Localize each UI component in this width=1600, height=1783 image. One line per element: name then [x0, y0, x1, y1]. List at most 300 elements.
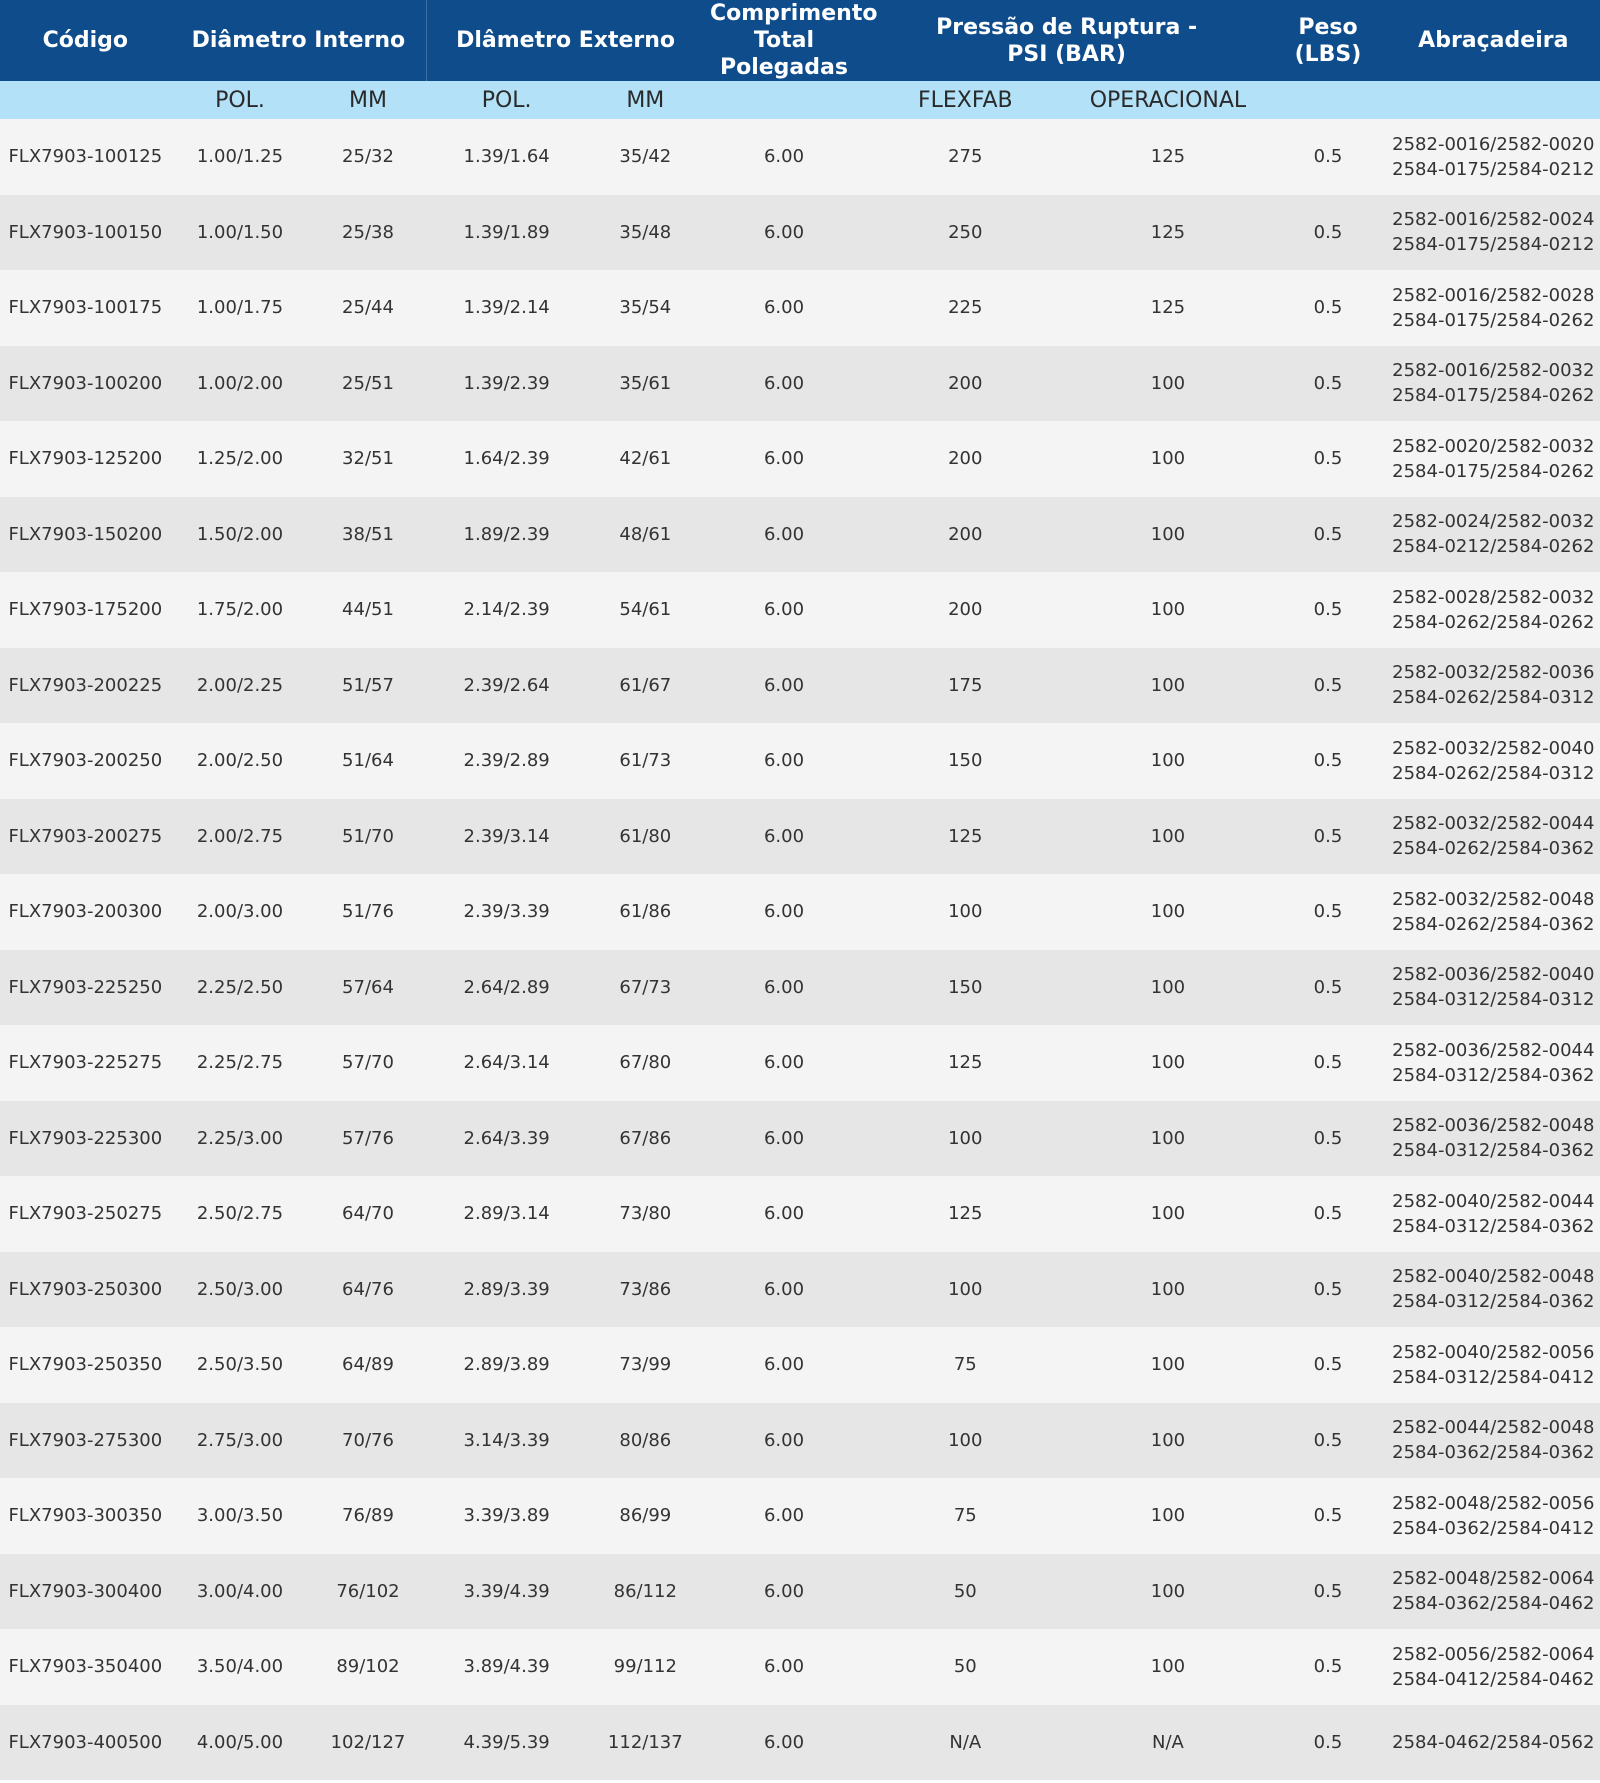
cell-operacional: 100	[1067, 1252, 1270, 1328]
cell-di-mm: 89/102	[309, 1629, 426, 1705]
cell-flexfab: 125	[864, 1176, 1067, 1252]
table-row	[0, 950, 1600, 1026]
cell-abracadeira	[1387, 1705, 1600, 1781]
table-row	[0, 1327, 1600, 1403]
cell-de-pol: 2.64/2.89	[427, 950, 587, 1026]
abracadeira-line2: 2584-0262/2584-0362	[1392, 838, 1595, 860]
abracadeira-line1: 2582-0016/2582-0020	[1392, 133, 1595, 155]
cell-operacional: 125	[1067, 270, 1270, 346]
cell-de-mm: 73/99	[587, 1327, 704, 1403]
cell-di-pol: 3.50/4.00	[171, 1629, 310, 1705]
cell-abracadeira	[1387, 1478, 1600, 1554]
table-row	[0, 270, 1600, 346]
cell-peso: 0.5	[1269, 1629, 1386, 1705]
cell-peso: 0.5	[1269, 1025, 1386, 1101]
cell-de-mm: 35/61	[587, 346, 704, 422]
cell-di-pol: 2.25/2.75	[171, 1025, 310, 1101]
abracadeira-line1: 2582-0024/2582-0032	[1392, 511, 1595, 533]
header-diametro-interno: Diâmetro Interno	[171, 0, 427, 81]
abracadeira-line1: 2582-0056/2582-0064	[1392, 1643, 1595, 1665]
cell-operacional: 100	[1067, 1478, 1270, 1554]
cell-di-pol: 2.00/2.50	[171, 723, 310, 799]
cell-di-mm: 57/64	[309, 950, 426, 1026]
header-pressao-line1: Pressão de Ruptura -	[936, 14, 1198, 40]
cell-di-mm: 25/32	[309, 119, 426, 195]
cell-peso: 0.5	[1269, 1252, 1386, 1328]
subheader-empty-codigo	[0, 81, 171, 119]
cell-di-mm: 51/76	[309, 874, 426, 950]
cell-abracadeira	[1387, 723, 1600, 799]
cell-codigo: FLX7903-250275	[0, 1176, 171, 1252]
cell-peso: 0.5	[1269, 1705, 1386, 1781]
table-body	[0, 119, 1600, 1780]
cell-di-mm: 57/70	[309, 1025, 426, 1101]
subheader-di-mm: MM	[309, 81, 426, 119]
cell-de-pol: 2.39/3.39	[427, 874, 587, 950]
cell-comprimento: 6.00	[704, 421, 864, 497]
abracadeira-line2: 2584-0362/2584-0462	[1392, 1593, 1595, 1615]
cell-comprimento: 6.00	[704, 950, 864, 1026]
cell-di-mm: 44/51	[309, 572, 426, 648]
cell-di-pol: 2.00/3.00	[171, 874, 310, 950]
table-row	[0, 723, 1600, 799]
cell-codigo: FLX7903-400500	[0, 1705, 171, 1781]
table-row	[0, 421, 1600, 497]
abracadeira-line1: 2584-0462/2584-0562	[1392, 1731, 1595, 1753]
cell-de-mm: 67/86	[587, 1101, 704, 1177]
table-row	[0, 195, 1600, 271]
cell-comprimento: 6.00	[704, 572, 864, 648]
cell-abracadeira	[1387, 497, 1600, 573]
abracadeira-line1: 2582-0048/2582-0064	[1392, 1568, 1595, 1590]
cell-di-mm: 102/127	[309, 1705, 426, 1781]
cell-operacional: 100	[1067, 1629, 1270, 1705]
cell-de-pol: 2.39/3.14	[427, 799, 587, 875]
table-row	[0, 1101, 1600, 1177]
cell-de-mm: 35/54	[587, 270, 704, 346]
cell-comprimento: 6.00	[704, 1554, 864, 1630]
cell-flexfab: 100	[864, 1252, 1067, 1328]
cell-peso: 0.5	[1269, 1327, 1386, 1403]
cell-di-mm: 64/70	[309, 1176, 426, 1252]
cell-di-mm: 51/70	[309, 799, 426, 875]
cell-comprimento: 6.00	[704, 723, 864, 799]
cell-de-pol: 1.89/2.39	[427, 497, 587, 573]
cell-comprimento: 6.00	[704, 497, 864, 573]
cell-codigo: FLX7903-200300	[0, 874, 171, 950]
abracadeira-line1: 2582-0036/2582-0048	[1392, 1115, 1595, 1137]
cell-abracadeira	[1387, 1025, 1600, 1101]
header-diametro-externo: Dlâmetro Externo	[427, 0, 704, 81]
cell-di-pol: 2.00/2.75	[171, 799, 310, 875]
subheader-operacional: OPERACIONAL	[1067, 81, 1270, 119]
abracadeira-line1: 2582-0016/2582-0024	[1392, 209, 1595, 231]
cell-peso: 0.5	[1269, 421, 1386, 497]
cell-abracadeira	[1387, 648, 1600, 724]
cell-flexfab: 200	[864, 497, 1067, 573]
subheader-de-mm: MM	[587, 81, 704, 119]
cell-abracadeira	[1387, 874, 1600, 950]
cell-operacional: 100	[1067, 497, 1270, 573]
cell-flexfab: 150	[864, 950, 1067, 1026]
cell-de-pol: 2.14/2.39	[427, 572, 587, 648]
cell-peso: 0.5	[1269, 572, 1386, 648]
abracadeira-line2: 2584-0412/2584-0462	[1392, 1668, 1595, 1690]
subheader-row	[0, 81, 1600, 119]
table-row	[0, 1252, 1600, 1328]
cell-di-pol: 1.25/2.00	[171, 421, 310, 497]
abracadeira-line2: 2584-0362/2584-0412	[1392, 1517, 1595, 1539]
cell-peso: 0.5	[1269, 874, 1386, 950]
abracadeira-line1: 2582-0032/2582-0036	[1392, 662, 1595, 684]
abracadeira-line2: 2584-0362/2584-0362	[1392, 1442, 1595, 1464]
cell-de-mm: 35/48	[587, 195, 704, 271]
cell-di-pol: 1.00/2.00	[171, 346, 310, 422]
cell-di-mm: 70/76	[309, 1403, 426, 1479]
table-row	[0, 1705, 1600, 1781]
cell-comprimento: 6.00	[704, 1403, 864, 1479]
cell-comprimento: 6.00	[704, 1327, 864, 1403]
abracadeira-line2: 2584-0312/2584-0362	[1392, 1215, 1595, 1237]
abracadeira-line1: 2582-0044/2582-0048	[1392, 1417, 1595, 1439]
table-row	[0, 1554, 1600, 1630]
cell-abracadeira	[1387, 950, 1600, 1026]
cell-codigo: FLX7903-100150	[0, 195, 171, 271]
cell-codigo: FLX7903-100125	[0, 119, 171, 195]
cell-de-pol: 2.89/3.39	[427, 1252, 587, 1328]
table-row	[0, 648, 1600, 724]
cell-di-mm: 51/57	[309, 648, 426, 724]
cell-operacional: 100	[1067, 1101, 1270, 1177]
cell-de-mm: 73/80	[587, 1176, 704, 1252]
cell-codigo: FLX7903-275300	[0, 1403, 171, 1479]
cell-di-pol: 1.00/1.75	[171, 270, 310, 346]
cell-de-pol: 1.39/2.14	[427, 270, 587, 346]
cell-codigo: FLX7903-100200	[0, 346, 171, 422]
cell-peso: 0.5	[1269, 799, 1386, 875]
cell-comprimento: 6.00	[704, 1478, 864, 1554]
cell-de-mm: 61/86	[587, 874, 704, 950]
cell-operacional: 100	[1067, 950, 1270, 1026]
cell-de-mm: 42/61	[587, 421, 704, 497]
table-row	[0, 497, 1600, 573]
cell-di-pol: 2.25/2.50	[171, 950, 310, 1026]
cell-de-mm: 61/80	[587, 799, 704, 875]
cell-abracadeira	[1387, 195, 1600, 271]
cell-comprimento: 6.00	[704, 1252, 864, 1328]
cell-codigo: FLX7903-300400	[0, 1554, 171, 1630]
cell-peso: 0.5	[1269, 1403, 1386, 1479]
abracadeira-line1: 2582-0016/2582-0028	[1392, 284, 1595, 306]
cell-de-mm: 54/61	[587, 572, 704, 648]
abracadeira-line1: 2582-0040/2582-0056	[1392, 1341, 1595, 1363]
table-row	[0, 1403, 1600, 1479]
subheader-de-pol: POL.	[427, 81, 587, 119]
cell-de-mm: 35/42	[587, 119, 704, 195]
cell-abracadeira	[1387, 119, 1600, 195]
cell-peso: 0.5	[1269, 497, 1386, 573]
cell-comprimento: 6.00	[704, 1176, 864, 1252]
cell-de-pol: 4.39/5.39	[427, 1705, 587, 1781]
cell-flexfab: 75	[864, 1478, 1067, 1554]
cell-abracadeira	[1387, 421, 1600, 497]
cell-di-pol: 2.25/3.00	[171, 1101, 310, 1177]
cell-abracadeira	[1387, 572, 1600, 648]
cell-de-mm: 80/86	[587, 1403, 704, 1479]
subheader-empty-abracadeira	[1387, 81, 1600, 119]
cell-codigo: FLX7903-200275	[0, 799, 171, 875]
cell-abracadeira	[1387, 1554, 1600, 1630]
abracadeira-line2: 2584-0262/2584-0312	[1392, 762, 1595, 784]
cell-flexfab: 75	[864, 1327, 1067, 1403]
cell-di-mm: 76/102	[309, 1554, 426, 1630]
cell-de-pol: 3.39/4.39	[427, 1554, 587, 1630]
header-comprimento-line2: Total Polegadas	[719, 28, 848, 80]
abracadeira-line2: 2584-0312/2584-0362	[1392, 1140, 1595, 1162]
cell-flexfab: 175	[864, 648, 1067, 724]
cell-di-mm: 57/76	[309, 1101, 426, 1177]
cell-comprimento: 6.00	[704, 1025, 864, 1101]
cell-di-pol: 1.50/2.00	[171, 497, 310, 573]
cell-di-mm: 64/89	[309, 1327, 426, 1403]
abracadeira-line2: 2584-0312/2584-0362	[1392, 1064, 1595, 1086]
cell-di-pol: 2.50/2.75	[171, 1176, 310, 1252]
abracadeira-line1: 2582-0032/2582-0040	[1392, 737, 1595, 759]
cell-flexfab: 250	[864, 195, 1067, 271]
abracadeira-line1: 2582-0036/2582-0040	[1392, 964, 1595, 986]
cell-comprimento: 6.00	[704, 195, 864, 271]
cell-de-pol: 3.39/3.89	[427, 1478, 587, 1554]
cell-de-mm: 67/73	[587, 950, 704, 1026]
header-pressao-line2: PSI (BAR)	[1007, 41, 1126, 67]
cell-codigo: FLX7903-125200	[0, 421, 171, 497]
cell-flexfab: 225	[864, 270, 1067, 346]
abracadeira-line2: 2584-0175/2584-0212	[1392, 234, 1595, 256]
abracadeira-line2: 2584-0312/2584-0362	[1392, 1291, 1595, 1313]
cell-comprimento: 6.00	[704, 346, 864, 422]
cell-peso: 0.5	[1269, 1554, 1386, 1630]
cell-codigo: FLX7903-100175	[0, 270, 171, 346]
abracadeira-line2: 2584-0175/2584-0212	[1392, 158, 1595, 180]
cell-operacional: N/A	[1067, 1705, 1270, 1781]
cell-de-pol: 1.39/1.89	[427, 195, 587, 271]
table-row	[0, 572, 1600, 648]
cell-comprimento: 6.00	[704, 119, 864, 195]
abracadeira-line1: 2582-0032/2582-0044	[1392, 813, 1595, 835]
table-row	[0, 1478, 1600, 1554]
cell-codigo: FLX7903-250350	[0, 1327, 171, 1403]
cell-de-mm: 112/137	[587, 1705, 704, 1781]
table-row	[0, 799, 1600, 875]
cell-abracadeira	[1387, 1101, 1600, 1177]
abracadeira-line1: 2582-0032/2582-0048	[1392, 888, 1595, 910]
cell-de-pol: 2.89/3.14	[427, 1176, 587, 1252]
cell-codigo: FLX7903-250300	[0, 1252, 171, 1328]
cell-peso: 0.5	[1269, 270, 1386, 346]
abracadeira-line2: 2584-0175/2584-0262	[1392, 309, 1595, 331]
cell-peso: 0.5	[1269, 950, 1386, 1026]
abracadeira-line2: 2584-0262/2584-0312	[1392, 687, 1595, 709]
cell-operacional: 100	[1067, 1176, 1270, 1252]
cell-de-mm: 67/80	[587, 1025, 704, 1101]
cell-peso: 0.5	[1269, 119, 1386, 195]
cell-flexfab: 50	[864, 1554, 1067, 1630]
cell-di-mm: 25/44	[309, 270, 426, 346]
cell-de-mm: 61/73	[587, 723, 704, 799]
cell-operacional: 100	[1067, 874, 1270, 950]
cell-flexfab: 200	[864, 572, 1067, 648]
cell-codigo: FLX7903-175200	[0, 572, 171, 648]
cell-di-mm: 64/76	[309, 1252, 426, 1328]
cell-peso: 0.5	[1269, 346, 1386, 422]
cell-de-pol: 1.39/1.64	[427, 119, 587, 195]
cell-abracadeira	[1387, 346, 1600, 422]
cell-abracadeira	[1387, 799, 1600, 875]
table-row	[0, 346, 1600, 422]
cell-codigo: FLX7903-225275	[0, 1025, 171, 1101]
cell-di-pol: 1.00/1.25	[171, 119, 310, 195]
cell-abracadeira	[1387, 1629, 1600, 1705]
header-codigo: Código	[0, 0, 171, 81]
cell-di-pol: 3.00/3.50	[171, 1478, 310, 1554]
cell-operacional: 125	[1067, 119, 1270, 195]
abracadeira-line2: 2584-0212/2584-0262	[1392, 536, 1595, 558]
abracadeira-line1: 2582-0040/2582-0048	[1392, 1266, 1595, 1288]
cell-codigo: FLX7903-150200	[0, 497, 171, 573]
subheader-empty-peso	[1269, 81, 1386, 119]
cell-peso: 0.5	[1269, 648, 1386, 724]
cell-operacional: 100	[1067, 1554, 1270, 1630]
cell-flexfab: N/A	[864, 1705, 1067, 1781]
cell-operacional: 100	[1067, 648, 1270, 724]
table-row	[0, 1629, 1600, 1705]
cell-de-mm: 86/112	[587, 1554, 704, 1630]
cell-di-mm: 38/51	[309, 497, 426, 573]
cell-flexfab: 275	[864, 119, 1067, 195]
table-row	[0, 874, 1600, 950]
cell-operacional: 100	[1067, 572, 1270, 648]
cell-di-pol: 2.75/3.00	[171, 1403, 310, 1479]
cell-abracadeira	[1387, 270, 1600, 346]
cell-flexfab: 100	[864, 874, 1067, 950]
cell-abracadeira	[1387, 1327, 1600, 1403]
cell-flexfab: 200	[864, 346, 1067, 422]
subheader-flexfab: FLEXFAB	[864, 81, 1067, 119]
cell-operacional: 100	[1067, 1025, 1270, 1101]
cell-de-mm: 73/86	[587, 1252, 704, 1328]
header-abracadeira: Abraçadeira	[1387, 0, 1600, 81]
header-peso: Peso (LBS)	[1269, 0, 1386, 81]
cell-de-mm: 86/99	[587, 1478, 704, 1554]
cell-flexfab: 125	[864, 1025, 1067, 1101]
cell-codigo: FLX7903-300350	[0, 1478, 171, 1554]
cell-di-pol: 2.50/3.50	[171, 1327, 310, 1403]
abracadeira-line2: 2584-0175/2584-0262	[1392, 385, 1595, 407]
cell-codigo: FLX7903-225300	[0, 1101, 171, 1177]
cell-de-mm: 61/67	[587, 648, 704, 724]
cell-comprimento: 6.00	[704, 1101, 864, 1177]
table-row	[0, 1025, 1600, 1101]
cell-peso: 0.5	[1269, 1176, 1386, 1252]
subheader-di-pol: POL.	[171, 81, 310, 119]
cell-comprimento: 6.00	[704, 648, 864, 724]
cell-comprimento: 6.00	[704, 270, 864, 346]
cell-operacional: 100	[1067, 723, 1270, 799]
abracadeira-line2: 2584-0312/2584-0312	[1392, 989, 1595, 1011]
cell-di-pol: 1.75/2.00	[171, 572, 310, 648]
table-row	[0, 1176, 1600, 1252]
cell-operacional: 100	[1067, 346, 1270, 422]
cell-di-mm: 51/64	[309, 723, 426, 799]
table-row	[0, 119, 1600, 195]
cell-codigo: FLX7903-200250	[0, 723, 171, 799]
cell-flexfab: 125	[864, 799, 1067, 875]
cell-di-pol: 4.00/5.00	[171, 1705, 310, 1781]
cell-codigo: FLX7903-200225	[0, 648, 171, 724]
cell-operacional: 125	[1067, 195, 1270, 271]
cell-de-pol: 3.14/3.39	[427, 1403, 587, 1479]
cell-de-pol: 2.64/3.14	[427, 1025, 587, 1101]
cell-comprimento: 6.00	[704, 874, 864, 950]
cell-flexfab: 200	[864, 421, 1067, 497]
abracadeira-line2: 2584-0312/2584-0412	[1392, 1366, 1595, 1388]
abracadeira-line2: 2584-0262/2584-0362	[1392, 913, 1595, 935]
cell-di-pol: 3.00/4.00	[171, 1554, 310, 1630]
cell-di-pol: 1.00/1.50	[171, 195, 310, 271]
cell-operacional: 100	[1067, 1403, 1270, 1479]
cell-abracadeira	[1387, 1252, 1600, 1328]
cell-operacional: 100	[1067, 1327, 1270, 1403]
header-comprimento	[704, 0, 878, 81]
header-row	[0, 0, 1600, 81]
abracadeira-line1: 2582-0040/2582-0044	[1392, 1190, 1595, 1212]
cell-operacional: 100	[1067, 421, 1270, 497]
cell-di-pol: 2.50/3.00	[171, 1252, 310, 1328]
abracadeira-line1: 2582-0016/2582-0032	[1392, 360, 1595, 382]
cell-di-pol: 2.00/2.25	[171, 648, 310, 724]
cell-de-pol: 1.39/2.39	[427, 346, 587, 422]
cell-de-mm: 99/112	[587, 1629, 704, 1705]
cell-peso: 0.5	[1269, 195, 1386, 271]
cell-di-mm: 25/51	[309, 346, 426, 422]
abracadeira-line2: 2584-0175/2584-0262	[1392, 460, 1595, 482]
cell-de-pol: 2.89/3.89	[427, 1327, 587, 1403]
cell-peso: 0.5	[1269, 1101, 1386, 1177]
cell-de-pol: 2.39/2.64	[427, 648, 587, 724]
abracadeira-line1: 2582-0048/2582-0056	[1392, 1492, 1595, 1514]
subheader-empty-comprimento	[704, 81, 864, 119]
cell-comprimento: 6.00	[704, 799, 864, 875]
cell-de-mm: 48/61	[587, 497, 704, 573]
cell-codigo: FLX7903-350400	[0, 1629, 171, 1705]
cell-de-pol: 2.64/3.39	[427, 1101, 587, 1177]
abracadeira-line2: 2584-0262/2584-0262	[1392, 611, 1595, 633]
header-comprimento-line1: Comprimento	[709, 1, 878, 26]
cell-di-mm: 76/89	[309, 1478, 426, 1554]
abracadeira-line1: 2582-0028/2582-0032	[1392, 586, 1595, 608]
cell-di-mm: 25/38	[309, 195, 426, 271]
cell-de-pol: 3.89/4.39	[427, 1629, 587, 1705]
cell-de-pol: 1.64/2.39	[427, 421, 587, 497]
cell-di-mm: 32/51	[309, 421, 426, 497]
header-pressao	[864, 0, 1269, 81]
cell-peso: 0.5	[1269, 1478, 1386, 1554]
cell-flexfab: 100	[864, 1403, 1067, 1479]
abracadeira-line1: 2582-0020/2582-0032	[1392, 435, 1595, 457]
cell-flexfab: 50	[864, 1629, 1067, 1705]
cell-flexfab: 150	[864, 723, 1067, 799]
cell-abracadeira	[1387, 1176, 1600, 1252]
